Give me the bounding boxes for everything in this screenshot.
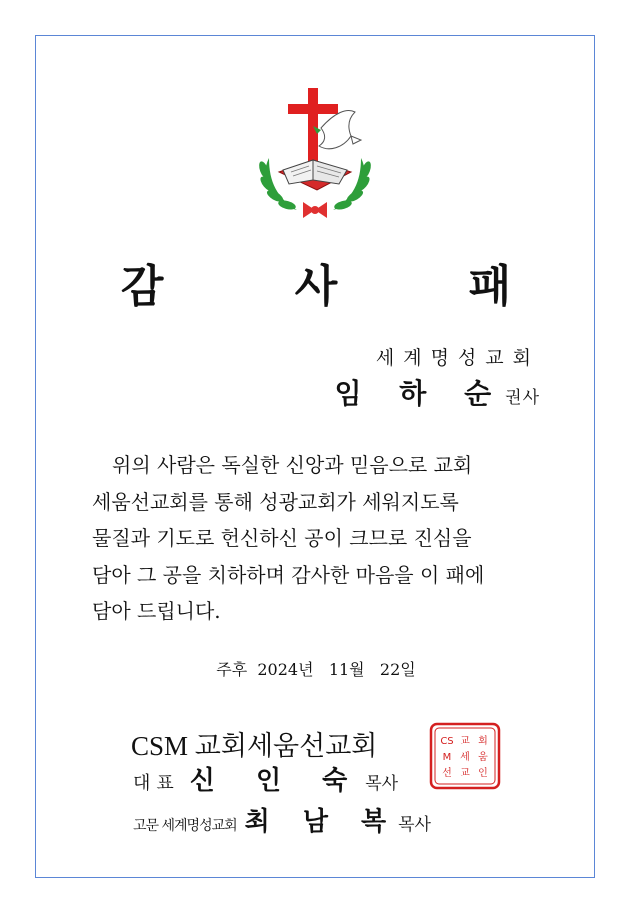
svg-text:인: 인 xyxy=(478,768,488,779)
issue-date: 주후 2024년 11월 22일 xyxy=(216,660,416,679)
advisor-role: 고문 세계명성교회 xyxy=(133,818,237,834)
body-line: 위의 사람은 독실한 신앙과 믿음으로 교회 xyxy=(112,453,473,477)
certificate-title: 감 사 패 xyxy=(120,261,570,312)
recipient-name: 임 하 순 xyxy=(334,377,506,410)
church-emblem xyxy=(255,86,375,220)
svg-text:교: 교 xyxy=(460,736,470,747)
issuing-organization: CSM 교회세움선교회 xyxy=(131,731,378,761)
svg-text:회: 회 xyxy=(478,736,488,747)
advisor-line xyxy=(133,801,431,838)
representative-line xyxy=(133,760,398,797)
recipient-line xyxy=(280,372,540,412)
svg-text:M: M xyxy=(442,752,452,763)
dove-icon xyxy=(313,111,361,149)
representative-name: 신 인 숙 xyxy=(189,766,364,796)
recipient-church: 세계명성교회 xyxy=(375,347,540,369)
bible-icon xyxy=(279,160,351,190)
svg-text:세: 세 xyxy=(460,752,470,763)
recipient-title: 권사 xyxy=(505,388,540,408)
body-line: 담아 그 공을 치하하며 감사한 마음을 이 패에 xyxy=(92,562,485,587)
svg-text:CS: CS xyxy=(440,736,454,747)
advisor-name: 최 남 복 xyxy=(244,807,399,837)
church-seal-stamp xyxy=(429,722,501,790)
body-line: 세움선교회를 통해 성광교회가 세워지도록 xyxy=(92,489,459,514)
svg-text:움: 움 xyxy=(478,752,488,763)
advisor-title: 목사 xyxy=(398,815,431,835)
representative-role: 대표 xyxy=(133,773,180,794)
representative-title: 목사 xyxy=(365,774,399,794)
body-line: 담아 드립니다. xyxy=(92,599,221,623)
svg-text:선: 선 xyxy=(442,768,452,779)
ribbon-bow-icon xyxy=(303,202,327,218)
svg-text:교: 교 xyxy=(460,768,470,779)
body-line: 물질과 기도로 헌신하신 공이 크므로 진심을 xyxy=(92,526,472,550)
certificate-body xyxy=(92,447,546,630)
